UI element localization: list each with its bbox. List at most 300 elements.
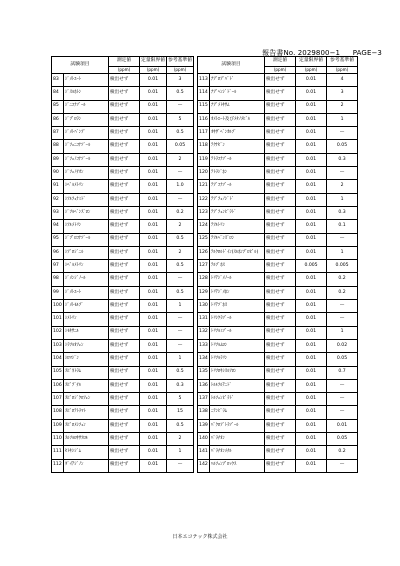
standard-value: 3 xyxy=(327,87,358,100)
table-row xyxy=(52,246,358,259)
standard-value: — xyxy=(327,379,358,392)
limit-value: 0.01 xyxy=(296,433,327,446)
result-value: 検出せず xyxy=(109,87,140,100)
item-name: ｼﾞﾒﾄﾓﾙﾌﾞ xyxy=(64,300,109,313)
item-number: 91 xyxy=(52,180,64,193)
item-name: ｼﾞﾌｪﾉﾁｵﾝ xyxy=(64,167,109,180)
item-name: ｼﾞﾌｪﾆｺﾅｿﾞｰﾙ xyxy=(64,140,109,153)
standard-value: 0.05 xyxy=(327,353,358,366)
limit-value: 0.01 xyxy=(296,193,327,206)
limit-value: 0.01 xyxy=(296,366,327,379)
item-name: ﾄﾘﾌﾙﾑﾛﾝ xyxy=(210,339,265,352)
result-value: 検出せず xyxy=(109,300,140,313)
limit-value: 0.01 xyxy=(296,246,327,259)
item-name: ｵｷｻﾞﾍﾞﾝｶﾙﾌﾞ xyxy=(210,127,265,140)
unit-label: (ppm) xyxy=(109,67,140,74)
item-name: ｼﾞﾆｺﾅｿﾞｰﾙ xyxy=(64,100,109,113)
result-value: 検出せず xyxy=(265,446,296,459)
item-name: ｼﾍﾟﾙﾒﾄﾘﾝ xyxy=(64,260,109,273)
item-name: ﾊﾟﾗﾁｵﾝﾒﾁﾙ xyxy=(210,446,265,459)
limit-value: 0.01 xyxy=(296,459,327,472)
standard-value: 0.5 xyxy=(167,233,194,246)
item-number: 89 xyxy=(52,153,64,166)
item-name: ﾃﾌﾙﾍﾞﾝｽﾞﾛﾝ xyxy=(210,233,265,246)
item-name: ﾄﾘﾌﾙﾐｿﾞｰﾙ xyxy=(210,326,265,339)
standard-value: 1 xyxy=(167,353,194,366)
table-row xyxy=(52,127,358,140)
result-value: 検出せず xyxy=(109,100,140,113)
standard-value: 0.02 xyxy=(327,339,358,352)
standard-value: — xyxy=(167,459,194,472)
standard-value: — xyxy=(327,313,358,326)
standard-value: — xyxy=(327,167,358,180)
item-name: ｼﾗﾌﾙｵﾌｪﾝ xyxy=(64,339,109,352)
result-value: 検出せず xyxy=(109,406,140,419)
result-value: 検出せず xyxy=(109,273,140,286)
item-number: 105 xyxy=(52,366,64,379)
item-name: ﾄﾘｱｼﾞﾒﾉｰﾙ xyxy=(210,273,265,286)
limit-value: 0.005 xyxy=(296,260,327,273)
limit-value: 0.01 xyxy=(140,353,167,366)
item-number: 131 xyxy=(198,313,210,326)
table-row xyxy=(52,74,358,87)
table-row xyxy=(52,273,358,286)
item-number: 101 xyxy=(52,313,64,326)
item-name: ｼﾛﾏｼﾞﾝ xyxy=(64,353,109,366)
result-value: 検出せず xyxy=(109,193,140,206)
limit-value: 0.01 xyxy=(140,140,167,153)
limit-value: 0.01 xyxy=(296,220,327,233)
limit-value: 0.01 xyxy=(296,127,327,140)
item-number: 115 xyxy=(198,100,210,113)
limit-value: 0.01 xyxy=(296,233,327,246)
standard-value: 0.05 xyxy=(327,140,358,153)
item-name: ｼﾞﾌﾟﾛﾗﾝ xyxy=(64,113,109,126)
item-name: ｼﾞﾒﾄｴｰﾄ xyxy=(64,74,109,87)
standard-value: 0.5 xyxy=(167,87,194,100)
standard-value: 0.05 xyxy=(167,140,194,153)
limit-value: 0.01 xyxy=(140,113,167,126)
limit-value: 0.01 xyxy=(296,379,327,392)
item-number: 135 xyxy=(198,366,210,379)
item-number: 122 xyxy=(198,193,210,206)
result-value: 検出せず xyxy=(265,353,296,366)
limit-value: 0.01 xyxy=(296,286,327,299)
result-value: 検出せず xyxy=(265,167,296,180)
result-value: 検出せず xyxy=(109,233,140,246)
item-number: 100 xyxy=(52,300,64,313)
item-name: ﾅﾌﾟﾛﾌﾟﾊﾞﾄﾞ xyxy=(210,74,265,87)
limit-value: 0.01 xyxy=(140,127,167,140)
item-name: ｽﾋﾟﾛｼﾞｸﾛﾌｪﾝ xyxy=(64,393,109,406)
result-value: 検出せず xyxy=(265,300,296,313)
limit-value: 0.01 xyxy=(296,113,327,126)
standard-value: — xyxy=(167,313,194,326)
item-number: 102 xyxy=(52,326,64,339)
limit-value: 0.01 xyxy=(140,459,167,472)
item-number: 85 xyxy=(52,100,64,113)
standard-value: 1 xyxy=(327,193,358,206)
result-value: 検出せず xyxy=(109,246,140,259)
item-name: ﾀﾞｲｱｼﾞﾉﾝ xyxy=(64,459,109,472)
result-value: 検出せず xyxy=(109,446,140,459)
item-name: ｼﾍﾟﾙﾒﾄﾘﾝ xyxy=(64,180,109,193)
limit-value: 0.01 xyxy=(140,74,167,87)
item-number: 112 xyxy=(52,459,64,472)
item-number: 130 xyxy=(198,300,210,313)
item-number: 109 xyxy=(52,419,64,432)
item-name: ﾃﾙﾌﾞﾎｽ xyxy=(210,260,265,273)
item-name: ｵﾒﾄｴｰﾄ及びﾒﾀﾉﾒﾋﾞﾙ xyxy=(210,113,265,126)
table-row xyxy=(52,353,358,366)
item-number: 95 xyxy=(52,233,64,246)
limit-value: 0.01 xyxy=(140,419,167,432)
result-value: 検出せず xyxy=(265,406,296,419)
table-row xyxy=(52,167,358,180)
item-number: 108 xyxy=(52,406,64,419)
standard-value: 0.2 xyxy=(327,273,358,286)
result-value: 検出せず xyxy=(109,366,140,379)
result-value: 検出せず xyxy=(265,180,296,193)
item-number: 139 xyxy=(198,419,210,432)
item-name: ﾄﾙﾌｪﾝﾋﾟﾗﾄﾞ xyxy=(210,393,265,406)
item-number: 107 xyxy=(52,393,64,406)
table-row xyxy=(52,140,358,153)
item-name: ﾄﾘｼｸﾗｿﾞｰﾙ xyxy=(210,313,265,326)
result-value: 検出せず xyxy=(265,313,296,326)
standard-value: — xyxy=(327,127,358,140)
result-value: 検出せず xyxy=(109,393,140,406)
result-value: 検出せず xyxy=(109,74,140,87)
item-name: ﾄﾘﾌﾙﾗﾘﾝ xyxy=(210,353,265,366)
result-value: 検出せず xyxy=(265,260,296,273)
table-row xyxy=(52,233,358,246)
standard-value: 0.5 xyxy=(167,260,194,273)
item-name: ｼﾌﾟﾛｼﾞﾆﾙ xyxy=(64,246,109,259)
item-number: 96 xyxy=(52,246,64,259)
result-value: 検出せず xyxy=(265,140,296,153)
company-footer: 日本エコテック株式会社 xyxy=(172,534,228,540)
page-number: PAGE−3 xyxy=(352,49,382,57)
header-standard: 参考基準値 xyxy=(167,57,194,67)
unit-label: (ppm) xyxy=(140,67,167,74)
item-number: 84 xyxy=(52,87,64,100)
result-value: 検出せず xyxy=(109,326,140,339)
item-number: 113 xyxy=(198,74,210,87)
result-value: 検出せず xyxy=(265,339,296,352)
item-number: 92 xyxy=(52,193,64,206)
standard-value: — xyxy=(327,406,358,419)
table-row xyxy=(52,366,358,379)
header-item: 試験項目 xyxy=(198,57,265,74)
result-value: 検出せず xyxy=(109,260,140,273)
item-number: 114 xyxy=(198,87,210,100)
result-value: 検出せず xyxy=(265,113,296,126)
unit-label: (ppm) xyxy=(327,67,358,74)
standard-value: — xyxy=(167,326,194,339)
standard-value: 0.3 xyxy=(327,206,358,219)
limit-value: 0.01 xyxy=(140,286,167,299)
result-value: 検出せず xyxy=(109,220,140,233)
limit-value: 0.01 xyxy=(296,300,327,313)
standard-value: 5 xyxy=(167,113,194,126)
standard-value: 15 xyxy=(167,406,194,419)
table-row xyxy=(52,220,358,233)
result-value: 検出せず xyxy=(109,167,140,180)
standard-value: 0.3 xyxy=(327,153,358,166)
item-number: 137 xyxy=(198,393,210,406)
result-value: 検出せず xyxy=(109,140,140,153)
table-row xyxy=(52,379,358,392)
item-number: 133 xyxy=(198,339,210,352)
item-name: ｽﾋﾟﾈﾄﾗﾑ xyxy=(64,366,109,379)
item-name: ｼﾞｽﾙﾎﾄﾝ xyxy=(64,87,109,100)
item-name: ﾃｸﾅｾﾞﾝ xyxy=(210,140,265,153)
result-value: 検出せず xyxy=(265,233,296,246)
item-name: ﾃﾌﾞﾌｪﾉｼﾞﾄﾞ xyxy=(210,193,265,206)
result-value: 検出せず xyxy=(109,113,140,126)
table-row xyxy=(52,300,358,313)
limit-value: 0.01 xyxy=(140,100,167,113)
item-number: 94 xyxy=(52,220,64,233)
standard-value: 0.5 xyxy=(167,366,194,379)
limit-value: 0.01 xyxy=(296,167,327,180)
result-value: 検出せず xyxy=(265,193,296,206)
header-result: 測定値 xyxy=(265,57,296,67)
standard-value: 2 xyxy=(167,220,194,233)
table-row xyxy=(52,180,358,193)
result-value: 検出せず xyxy=(265,220,296,233)
result-value: 検出せず xyxy=(109,339,140,352)
result-value: 検出せず xyxy=(109,433,140,446)
standard-value: 1 xyxy=(167,446,194,459)
standard-value: 1 xyxy=(327,326,358,339)
item-number: 86 xyxy=(52,113,64,126)
limit-value: 0.01 xyxy=(296,313,327,326)
table-row xyxy=(52,326,358,339)
result-value: 検出せず xyxy=(265,206,296,219)
result-value: 検出せず xyxy=(265,393,296,406)
limit-value: 0.01 xyxy=(296,406,327,419)
standard-value: 0.5 xyxy=(167,127,194,140)
limit-value: 0.01 xyxy=(140,313,167,326)
table-row xyxy=(52,286,358,299)
item-number: 126 xyxy=(198,246,210,259)
standard-value: 0.01 xyxy=(327,419,358,432)
limit-value: 0.01 xyxy=(140,233,167,246)
item-number: 124 xyxy=(198,220,210,233)
limit-value: 0.01 xyxy=(296,419,327,432)
item-name: ﾃﾌﾙﾄﾘﾝ xyxy=(210,220,265,233)
report-number: 報告書No. 2029800−1 xyxy=(262,49,341,57)
item-name: ﾃﾌﾞﾌｪﾝﾋﾟﾗﾄﾞ xyxy=(210,206,265,219)
standard-value: 1 xyxy=(167,300,194,313)
result-value: 検出せず xyxy=(265,246,296,259)
table-row xyxy=(52,313,358,326)
unit-label: (ppm) xyxy=(265,67,296,74)
item-name: ﾄﾙﾙﾌﾙｱﾆﾄﾞ xyxy=(210,379,265,392)
item-number: 119 xyxy=(198,153,210,166)
standard-value: 2 xyxy=(327,180,358,193)
result-value: 検出せず xyxy=(265,74,296,87)
header-standard: 参考基準値 xyxy=(327,57,358,67)
result-value: 検出せず xyxy=(109,313,140,326)
result-value: 検出せず xyxy=(265,286,296,299)
limit-value: 0.01 xyxy=(140,273,167,286)
item-number: 132 xyxy=(198,326,210,339)
limit-value: 0.01 xyxy=(296,180,327,193)
limit-value: 0.01 xyxy=(296,273,327,286)
limit-value: 0.01 xyxy=(296,140,327,153)
item-number: 127 xyxy=(198,260,210,273)
table-row xyxy=(52,446,358,459)
item-name: ｽﾋﾟﾌﾞﾁﾙ xyxy=(64,379,109,392)
item-name: ｼﾞﾌﾙﾍﾞﾝｽﾞﾛﾝ xyxy=(64,206,109,219)
result-value: 検出せず xyxy=(109,180,140,193)
standard-value: 1.0 xyxy=(167,180,194,193)
item-name: ｼﾒﾄﾘﾝ xyxy=(64,313,109,326)
result-value: 検出せず xyxy=(109,206,140,219)
item-name: ﾊﾙﾌｪﾝﾌﾟﾛｯｸｽ xyxy=(210,459,265,472)
item-name: ﾃﾄﾗｺﾅｿﾞｰﾙ xyxy=(210,153,265,166)
unit-label: (ppm) xyxy=(167,67,194,74)
header-item: 試験項目 xyxy=(52,57,109,74)
item-name: ﾆﾃﾝﾋﾟﾗﾑ xyxy=(210,406,265,419)
item-number: 103 xyxy=(52,339,64,352)
item-number: 83 xyxy=(52,74,64,87)
standard-value: 4 xyxy=(327,74,358,87)
standard-value: — xyxy=(167,273,194,286)
header-result: 測定値 xyxy=(109,57,140,67)
item-name: ﾄﾘﾌﾛｷｼｽﾙﾌﾛﾝ xyxy=(210,366,265,379)
header-limit: 定量限界値 xyxy=(140,57,167,67)
result-value: 検出せず xyxy=(109,459,140,472)
item-number: 129 xyxy=(198,286,210,299)
item-number: 106 xyxy=(52,379,64,392)
standard-value: — xyxy=(167,339,194,352)
limit-value: 0.01 xyxy=(140,246,167,259)
item-name: ﾄﾘｱｿﾞﾎｽ xyxy=(210,300,265,313)
item-number: 99 xyxy=(52,286,64,299)
item-name: ﾊﾟｸﾛﾌﾞﾄﾗｿﾞｰﾙ xyxy=(210,419,265,432)
limit-value: 0.01 xyxy=(296,339,327,352)
result-value: 検出せず xyxy=(265,366,296,379)
limit-value: 0.01 xyxy=(140,393,167,406)
results-table xyxy=(51,56,358,473)
table-row xyxy=(52,87,358,100)
standard-value: 0.3 xyxy=(167,379,194,392)
limit-value: 0.01 xyxy=(140,300,167,313)
table-row xyxy=(52,206,358,219)
limit-value: 0.01 xyxy=(140,87,167,100)
standard-value: 2 xyxy=(167,433,194,446)
table-body xyxy=(52,74,358,473)
item-name: ﾅﾌﾟﾒﾄｷｻﾑ xyxy=(210,100,265,113)
table-row xyxy=(52,393,358,406)
result-value: 検出せず xyxy=(109,127,140,140)
table-row xyxy=(52,339,358,352)
standard-value: 5 xyxy=(167,393,194,406)
limit-value: 0.01 xyxy=(140,220,167,233)
item-name: ｼﾞﾒﾄｴｰﾄ xyxy=(64,286,109,299)
result-value: 検出せず xyxy=(265,87,296,100)
item-number: 128 xyxy=(198,273,210,286)
item-number: 88 xyxy=(52,140,64,153)
limit-value: 0.01 xyxy=(140,339,167,352)
item-name: ｽﾋﾟﾛﾃﾄﾗﾏﾄ xyxy=(64,406,109,419)
item-number: 104 xyxy=(52,353,64,366)
limit-value: 0.01 xyxy=(140,446,167,459)
item-name: ﾃﾌﾞｺﾅｿﾞｰﾙ xyxy=(210,180,265,193)
item-name: ﾄﾘｱｼﾞﾒﾎﾝ xyxy=(210,286,265,299)
limit-value: 0.01 xyxy=(140,193,167,206)
limit-value: 0.01 xyxy=(296,206,327,219)
result-value: 検出せず xyxy=(265,419,296,432)
standard-value: 0.005 xyxy=(327,260,358,273)
limit-value: 0.01 xyxy=(140,366,167,379)
item-number: 118 xyxy=(198,140,210,153)
item-number: 87 xyxy=(52,127,64,140)
result-value: 検出せず xyxy=(109,286,140,299)
result-value: 検出せず xyxy=(265,379,296,392)
limit-value: 0.01 xyxy=(140,406,167,419)
standard-value: — xyxy=(327,300,358,313)
result-value: 検出せず xyxy=(265,326,296,339)
item-name: ﾃﾙｸﾛﾙﾄﾞｲﾝ(ｽﾙﾎﾝﾌﾟﾛﾋﾟﾙ) xyxy=(210,246,265,259)
result-value: 検出せず xyxy=(109,353,140,366)
standard-value: 0.5 xyxy=(167,286,194,299)
standard-value: 0.5 xyxy=(167,419,194,432)
result-value: 検出せず xyxy=(109,379,140,392)
standard-value: — xyxy=(167,167,194,180)
standard-value: 0.05 xyxy=(327,433,358,446)
standard-value: 2 xyxy=(327,100,358,113)
limit-value: 0.01 xyxy=(296,100,327,113)
result-value: 検出せず xyxy=(109,419,140,432)
limit-value: 0.01 xyxy=(296,87,327,100)
item-number: 90 xyxy=(52,167,64,180)
standard-value: 0.7 xyxy=(327,366,358,379)
table-row xyxy=(52,193,358,206)
item-number: 120 xyxy=(198,167,210,180)
table-row xyxy=(52,419,358,432)
standard-value: 3 xyxy=(167,74,194,87)
item-number: 111 xyxy=(52,446,64,459)
table-row xyxy=(52,100,358,113)
standard-value: — xyxy=(327,459,358,472)
standard-value: — xyxy=(167,193,194,206)
unit-label: (ppm) xyxy=(296,67,327,74)
limit-value: 0.01 xyxy=(140,153,167,166)
item-name: ｽﾙﾌﾙﾛｷｻﾌﾛﾙ xyxy=(64,433,109,446)
item-name: ﾊﾟﾗﾁｵﾝ xyxy=(210,433,265,446)
item-number: 121 xyxy=(198,180,210,193)
table-row xyxy=(52,433,358,446)
item-number: 110 xyxy=(52,433,64,446)
table-row xyxy=(52,153,358,166)
item-number: 125 xyxy=(198,233,210,246)
standard-value: 0.2 xyxy=(327,446,358,459)
table-row xyxy=(52,260,358,273)
limit-value: 0.01 xyxy=(296,74,327,87)
item-number: 141 xyxy=(198,446,210,459)
limit-value: 0.01 xyxy=(296,326,327,339)
limit-value: 0.01 xyxy=(140,433,167,446)
result-value: 検出せず xyxy=(265,127,296,140)
standard-value: 0.2 xyxy=(167,206,194,219)
item-number: 93 xyxy=(52,206,64,219)
item-number: 117 xyxy=(198,127,210,140)
